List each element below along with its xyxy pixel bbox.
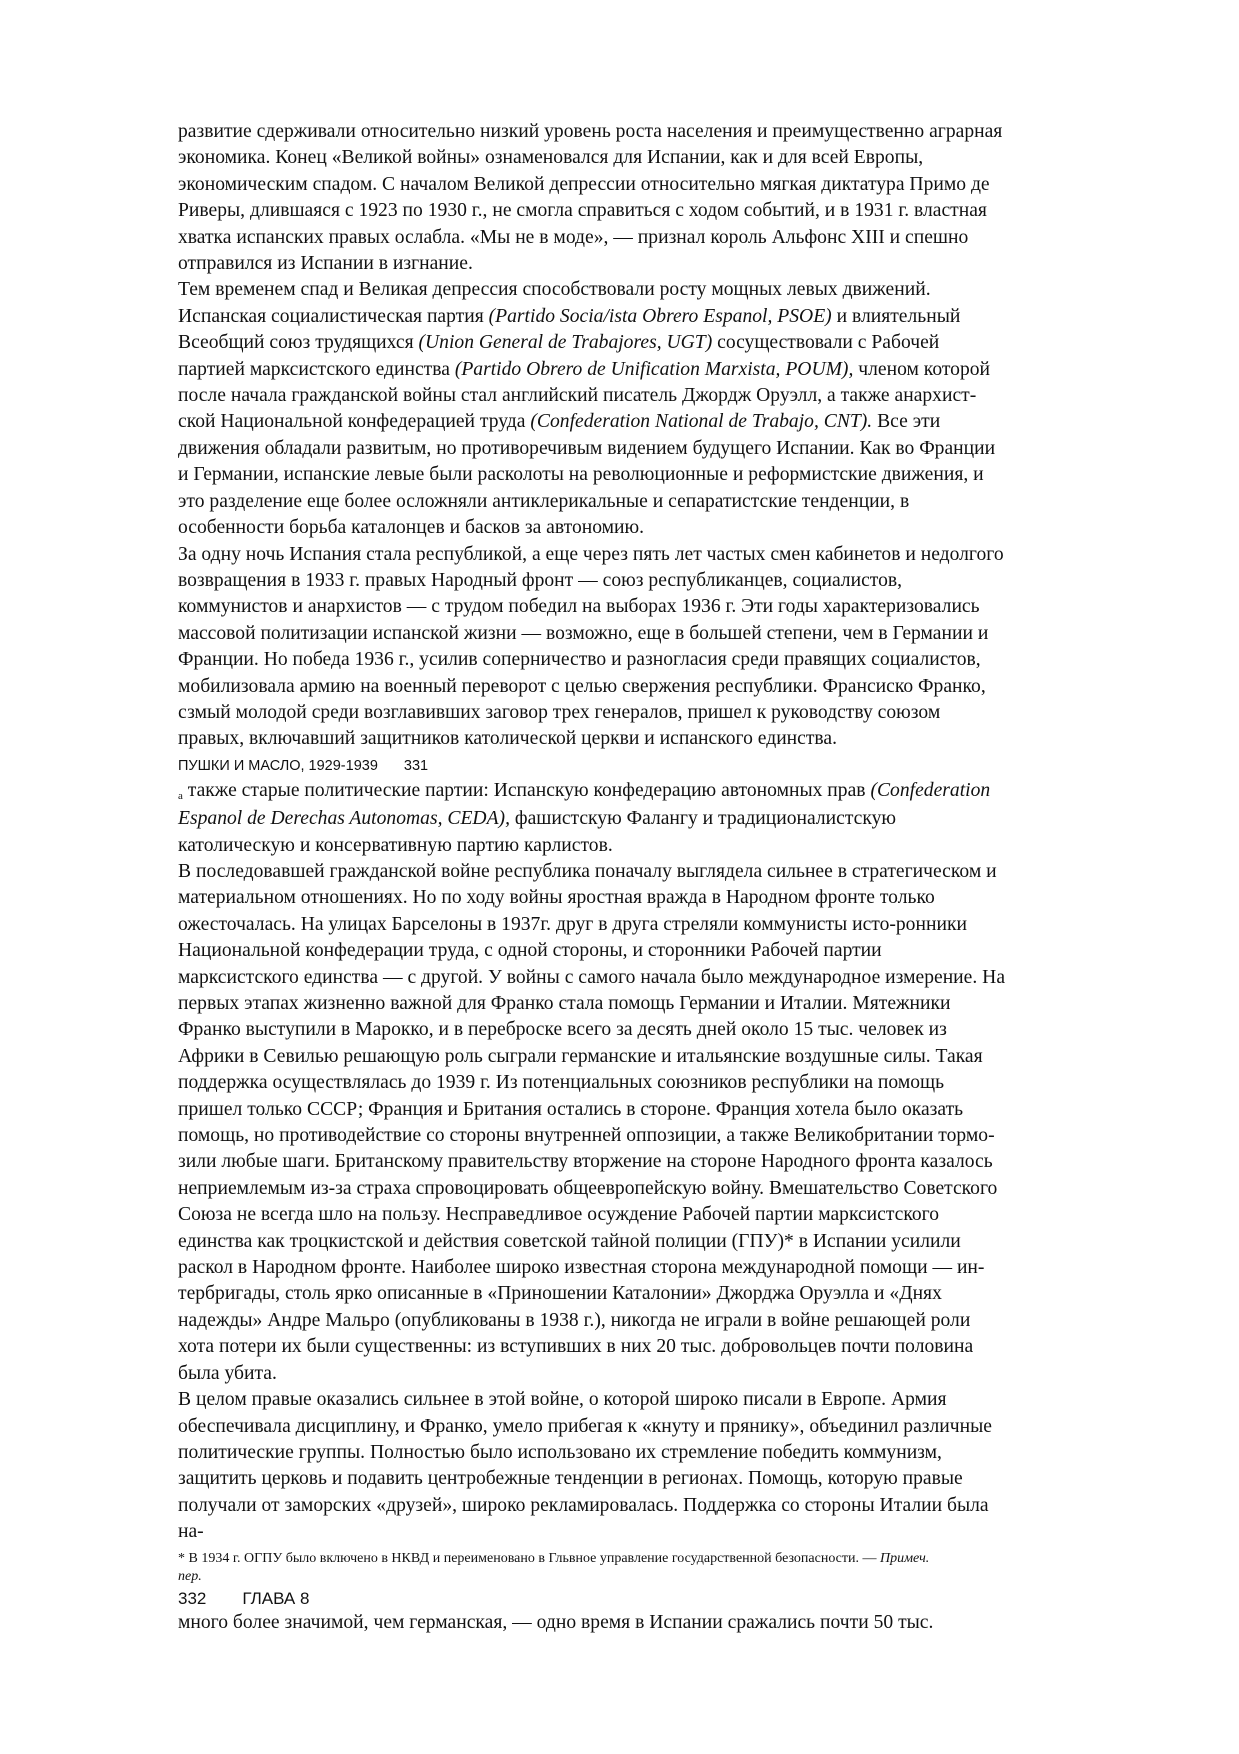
chapter-head-title: ГЛАВА 8 [242, 1588, 310, 1608]
running-head-title: ПУШКИ И МАСЛО, 1929-1939 [178, 757, 378, 774]
chapter-head [178, 1588, 1150, 1610]
paragraph-4-subscript: а [178, 789, 183, 802]
paragraph-6: В целом правые оказались сильнее в этой войне, о которой широко писали в Европе. Армия обеспечивала дисциплину, и Франко, умело прибегая к «кнуту и прянику», объединил различные политические группы. Полностью было использовано их стремление победить коммунизм, защитить церковь и подавить центробежные тенденции в регионах. Помощь, которую правые получали от заморских «друзей», широко рекламировалась. Поддержка со стороны Италии была на- [178, 1389, 992, 1543]
paragraph-4-text-1: также старые политические партии: Испанскую конфедерацию автономных прав [182, 779, 871, 801]
paragraph-4 [178, 778, 1150, 859]
union-name-ugt: (Union General de Trabajores, UGT) [418, 332, 713, 354]
paragraph-1: развитие сдерживали относительно низкий уровень роста населения и преимущественно аграрная экономика. Конец «Великой войны» ознаменовался для Испании, как и для всей Европы, экономическим спадом. С началом Великой депрессии относительно мягкая диктатура Примо де Риверы, длившаяся с 1923 по 1930 г., не смогла справиться с ходом событий, и в 1931 г. властная хватка испанских правых ослабла. «Мы не в моде», — признал король Альфонс XIII и спешно отправился из Испании в изгнание. [178, 121, 1003, 275]
party-name-poum: (Partido Obrero de Unification Marxista, POUM), [454, 358, 854, 380]
paragraph-3: За одну ночь Испания стала республикой, а еще через пять лет частых смен кабинетов и недолгого возвращения в 1933 г. правых Народный фронт — союз республиканцев, социалистов, коммунистов и анархистов — с трудом победил на выборах 1936 г. Эти годы характеризовались массовой политизации испанской жизни — возможно, еще в большей степени, чем в Германии и Франции. Но победа 1936 г., усилив соперничество и разногласия среди правящих социалистов, мобилизовала армию на военный переворот с целью свержения республики. Франсиско Франко, сзмый молодой среди возглавивших заговор трех генералов, пришел к руководству союзом правых, включавший защитников католической церкви и испанского единства. [178, 543, 1004, 750]
paragraph-2-text-3: сосуществовали с Рабочей партией марксистского единства [178, 332, 940, 380]
paragraph-2-text-1: Тем временем спад и Великая депрессия способствовали росту мощных левых движений. Испанская социалистическая партия [178, 279, 931, 327]
document-page [178, 119, 1150, 1636]
union-name-cnt: (Confederation National de Trabajo, CNT). [530, 411, 873, 433]
paragraph-2-text-2: и влиятельный Всеобщий союз трудящихся [178, 305, 961, 354]
paragraph-4-text-2: фашистскую Фалангу и традиционалистскую католическую и консервативную партию карлистов. [178, 808, 897, 856]
paragraph-2 [178, 277, 1150, 541]
footnote-text: * В 1934 г. ОГПУ было включено в НКВД и переименовано в Гльвное управление государственной безопасности. — [178, 1550, 881, 1566]
party-name-ceda: (Confederation Espanol de Derechas Autonomas, CEDA), [178, 779, 991, 830]
paragraph-5: В последовавшей гражданской войне республика поначалу выглядела сильнее в стратегическом и материальном отношениях. Но по ходу войны яростная вражда в Народном фронте только ожесточалась. На улицах Барселоны в 1937г. друг в друга стреляли коммунисты исто-ронники Национальной конфедерации труда, с одной стороны, и сторонники Рабочей партии марксистского единства — с другой. У войны с самого начала было международное измерение. На первых этапах жизненно важной для Франко стала помощь Германии и Италии. Мятежники Франко выступили в Марокко, и в переброске всего за десять дней около 15 тыс. человек из Африки в Севилью решающую роль сыграли германские и итальянские воздушные силы. Такая поддержка осуществлялась до 1939 г. Из потенциальных союзников республики на помощь пришел только СССР; Франция и Британия остались в стороне. Франция хотела было оказать помощь, но противодействие со стороны внутренней оппозиции, а также Великобритании тормо- зили любые шаги. Британскому правительству вторжение на стороне Народного фронта казалось неприемлемым из-за страха спровоцировать общеевропейскую войну. Вмешательство Советского Союза не всегда шло на пользу. Несправедливое осуждение Рабочей партии марксистского единства как троцкистской и действия советской тайной полиции (ГПУ)* в Испании усилили раскол в Народном фронте. Наиболее широко известная сторона международной помощи — ин- тербригады, столь ярко описанные в «Приношении Каталонии» Джорджа Оруэлла и «Днях надежды» Андре Мальро (опубликованы в 1938 г.), никогда не играли в войне решающей роли хота потери их были существенны: из вступивших в них 20 тыс. добровольцев почти половина была убита. [178, 860, 1006, 1384]
paragraph-2-text-4: членом которой после начала гражданской войны стал английский писатель Джордж Оруэлл, а также анархист- ской Национальной конфедерацией труда [178, 358, 991, 433]
paragraph-2-text-5: Все эти движения обладали развитым, но противоречивым видением будущего Испании. Как во Франции и Германии, испанские левые были расколоты на революционные и реформистские движения, и это разделение еще более осложняли антиклерикальные и сепаратистские тенденции, в особенности борьба каталонцев и басков за автономию. [178, 411, 996, 539]
party-name-psoe: (Partido Socia/ista Obrero Espanol, PSOE) [488, 305, 832, 327]
chapter-head-page-number: 332 [178, 1588, 207, 1608]
running-head-page-number: 331 [403, 757, 429, 774]
footnote [178, 1550, 1150, 1586]
paragraph-7: много более значимой, чем германская, — одно время в Испании сражались почти 50 тыс. [178, 1611, 934, 1633]
footnote-note: Примеч. пер. [178, 1550, 930, 1584]
running-head [178, 755, 1150, 777]
